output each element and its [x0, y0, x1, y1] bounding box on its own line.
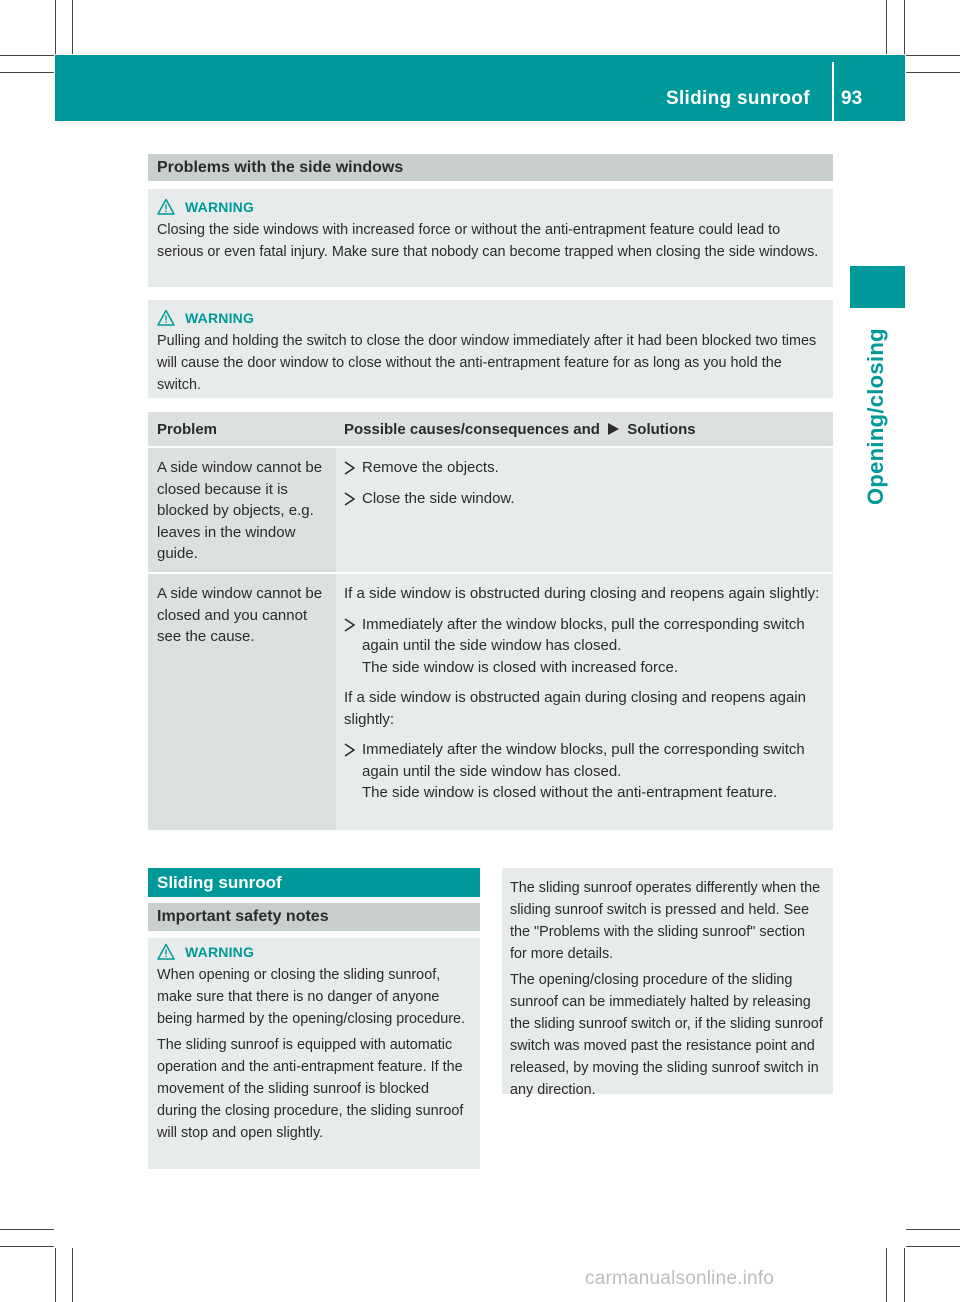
warning-text: Pulling and holding the switch to close the door window immediately after it had been blocked two times will cause the door window to close without the anti-entrapment feature for as long as you hold the switch. — [157, 333, 817, 393]
crop-mark — [0, 1229, 54, 1230]
warning-triangle-icon — [157, 943, 175, 961]
table-row — [148, 448, 833, 572]
step-arrow-icon — [344, 488, 355, 515]
crop-mark — [55, 0, 56, 54]
warning-text: Closing the side windows with increased force or without the anti-entrapment feature could lead to serious or even fatal injury. Make sure that nobody can become trapped when closing the side windows. — [157, 222, 819, 260]
solution-result: The side window is closed without the anti-entrapment feature. — [362, 784, 778, 801]
section-heading-problems — [148, 154, 833, 181]
page-title: Sliding sunroof — [666, 88, 810, 109]
solution-step — [344, 739, 825, 804]
step-arrow-icon — [344, 457, 355, 484]
warning-label: WARNING — [185, 944, 255, 960]
warning-text: When opening or closing the sliding sunroof, make sure that there is no danger of anyone being harmed by the opening/closing procedure. — [157, 967, 466, 1027]
crop-mark — [886, 0, 887, 54]
warning-header — [157, 308, 824, 328]
warning-header — [157, 942, 471, 962]
page-number: 93 — [841, 88, 863, 109]
crop-mark — [906, 1229, 960, 1230]
table-cell-solution — [336, 574, 833, 830]
crop-mark — [886, 1248, 887, 1302]
warning-triangle-icon — [157, 309, 175, 327]
table-cell-problem: A side window cannot be closed because it is blocked by objects, e.g. leaves in the window guide. — [148, 448, 336, 572]
step-arrow-icon — [344, 739, 355, 766]
crop-mark — [72, 1248, 73, 1302]
solution-step — [344, 488, 825, 510]
section-heading-safety-notes — [148, 903, 480, 931]
warning-label: WARNING — [185, 310, 255, 326]
solution-intro: If a side window is obstructed during closing and reopens again slightly: — [344, 585, 820, 602]
crop-mark — [906, 55, 960, 56]
table-header-row — [148, 412, 833, 446]
step-arrow-icon — [608, 422, 619, 434]
solution-step — [344, 457, 825, 479]
watermark: carmanualsonline.info — [585, 1268, 775, 1289]
warning-box — [148, 300, 833, 398]
crop-mark — [906, 1246, 960, 1247]
crop-mark — [0, 1246, 54, 1247]
warning-box — [148, 938, 480, 1169]
solution-step — [344, 614, 825, 679]
section-heading-text: Sliding sunroof — [157, 872, 282, 892]
warning-label: WARNING — [185, 199, 255, 215]
header-divider — [832, 62, 834, 121]
solution-step-text: Immediately after the window blocks, pull the corresponding switch again until the side window has closed. — [362, 615, 805, 654]
crop-mark — [72, 0, 73, 54]
table-cell-problem: A side window cannot be closed and you cannot see the cause. — [148, 574, 336, 830]
warning-triangle-icon — [157, 198, 175, 216]
solution-intro: If a side window is obstructed again during closing and reopens again slightly: — [344, 689, 806, 728]
crop-mark — [55, 1248, 56, 1302]
warning-text: The sliding sunroof is equipped with automatic operation and the anti-entrapment feature. If the movement of the sliding sunroof is blocked during the closing procedure, the sliding sunroof will stop and open slightly. — [157, 1037, 464, 1141]
table-header-solutions-prefix: Possible causes/consequences and — [344, 421, 600, 438]
section-heading-text: Important safety notes — [157, 908, 329, 925]
crop-mark — [904, 0, 905, 54]
solution-step-text: Remove the objects. — [362, 459, 499, 476]
info-box — [502, 868, 833, 1098]
solution-step-text: Immediately after the window blocks, pull the corresponding switch again until the side window has closed. — [362, 741, 805, 780]
chapter-label: Opening/closing — [863, 328, 888, 505]
crop-mark — [0, 72, 54, 73]
chapter-tab-marker — [850, 266, 905, 308]
solution-result: The side window is closed with increased force. — [362, 658, 678, 676]
solution-step-text: Close the side window. — [362, 489, 515, 507]
warning-header — [157, 197, 824, 217]
table-header-solutions — [344, 421, 696, 438]
table-row — [148, 574, 833, 830]
step-arrow-icon — [344, 614, 355, 641]
table-header-solutions-suffix: Solutions — [627, 421, 696, 438]
info-paragraph: The sliding sunroof operates differently when the sliding sunroof switch is pressed and held. See the "Problems with the sliding sunroof" section for more details. — [510, 880, 821, 962]
crop-mark — [904, 1248, 905, 1302]
warning-box — [148, 189, 833, 287]
info-paragraph: The opening/closing procedure of the sliding sunroof can be immediately halted by releasing the sliding sunroof switch or, if the sliding sunroof switch was moved past the resistance point and released, by moving the sliding sunroof switch in any direction. — [510, 972, 823, 1098]
section-heading-text: Problems with the side windows — [157, 158, 404, 176]
table-cell-solution — [336, 448, 833, 572]
table-header-problem: Problem — [157, 421, 218, 438]
crop-mark — [0, 55, 54, 56]
section-heading-sliding-sunroof — [148, 868, 480, 897]
crop-mark — [906, 72, 960, 73]
